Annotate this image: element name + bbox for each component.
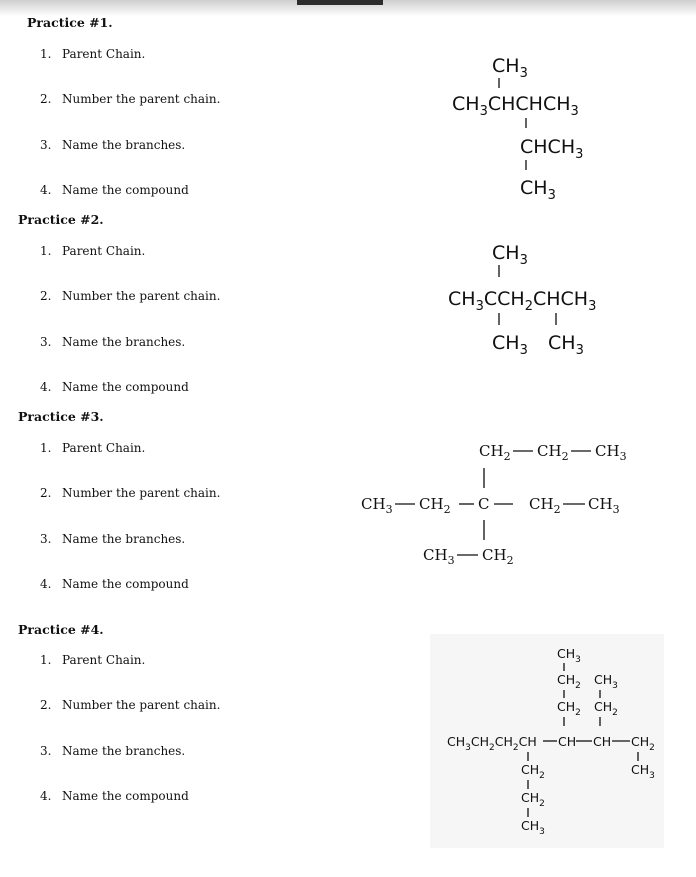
step-number: 3. (40, 138, 52, 152)
practice-1-step-1 (40, 47, 145, 61)
chem-group: $CH_2$ (537, 442, 569, 463)
step-label: Name the compound (62, 789, 189, 803)
practice-1-step-4 (40, 183, 189, 197)
chem-group: $CH_3$ (492, 242, 528, 268)
step-number: 1. (40, 653, 52, 667)
step-label: Name the branches. (62, 532, 186, 546)
chem-group: $CH_2$ (479, 442, 511, 463)
step-label: Name the branches. (62, 744, 186, 758)
practice-3-step-2 (40, 486, 220, 500)
chem-group: $CH_3$ (548, 332, 584, 358)
practice-1-structure (440, 48, 610, 208)
chem-main-chain: $CH_3CCH_2CHCH_3$ (448, 288, 597, 314)
practice-3-step-4 (40, 577, 189, 591)
step-number: 4. (40, 577, 52, 591)
step-number: 2. (40, 698, 52, 712)
step-label: Name the compound (62, 577, 189, 591)
chem-group: $CH_2$ (529, 495, 561, 516)
step-label: Parent Chain. (62, 244, 146, 258)
step-number: 4. (40, 380, 52, 394)
step-label: Parent Chain. (62, 653, 146, 667)
step-number: 3. (40, 744, 52, 758)
step-number: 3. (40, 335, 52, 349)
top-tab-bar (297, 0, 383, 5)
chem-group: $CH_3$ (492, 332, 528, 358)
practice-2-heading: Practice #2. (18, 212, 104, 227)
chem-group: $CH_2$ (557, 672, 581, 691)
chem-group: $CH_3$ (492, 55, 528, 81)
practice-4-step-1 (40, 653, 145, 667)
chem-group: $CH_2$ (521, 790, 545, 809)
practice-4-structure (440, 640, 670, 845)
chem-group: $CHCH_3$ (520, 136, 584, 162)
chem-group: $CH_3$ (423, 546, 455, 567)
step-number: 2. (40, 289, 52, 303)
chem-group: $CH_2$ (521, 762, 545, 781)
practice-1-heading: Practice #1. (27, 15, 113, 30)
step-number: 4. (40, 789, 52, 803)
chem-group: $CH_2$ (557, 699, 581, 718)
practice-2-step-1 (40, 244, 145, 258)
practice-4-step-4 (40, 789, 189, 803)
step-label: Parent Chain. (62, 441, 146, 455)
practice-2-step-4 (40, 380, 189, 394)
step-number: 1. (40, 441, 52, 455)
practice-2-step-2 (40, 289, 220, 303)
chem-main-chain: $CH_3CHCHCH_3$ (452, 93, 579, 119)
practice-3-step-1 (40, 441, 145, 455)
step-number: 1. (40, 47, 52, 61)
step-label: Number the parent chain. (62, 289, 221, 303)
practice-1-step-3 (40, 138, 185, 152)
practice-4-step-2 (40, 698, 220, 712)
chem-group: CH (558, 734, 577, 749)
practice-3-step-3 (40, 532, 185, 546)
chem-group: $CH_2$ (482, 546, 514, 567)
chem-group: $CH_3$ (520, 177, 556, 203)
chem-group: CH (593, 734, 612, 749)
chem-group: $CH_3$ (361, 495, 393, 516)
practice-2-step-3 (40, 335, 185, 349)
chem-group: $CH_2$ (631, 734, 655, 753)
chem-main-chain: $CH_3CH_2CH_2CH$ (447, 734, 537, 753)
step-number: 2. (40, 486, 52, 500)
step-label: Name the compound (62, 183, 189, 197)
chem-group: $CH_3$ (594, 672, 618, 691)
practice-3-heading: Practice #3. (18, 409, 104, 424)
step-number: 1. (40, 244, 52, 258)
practice-3-structure (355, 436, 645, 576)
chem-group: $CH_3$ (595, 442, 627, 463)
chem-group: $CH_3$ (631, 762, 655, 781)
practice-1-step-2 (40, 92, 220, 106)
step-label: Number the parent chain. (62, 486, 221, 500)
step-label: Name the branches. (62, 335, 186, 349)
step-number: 2. (40, 92, 52, 106)
practice-2-structure (440, 237, 640, 367)
step-label: Name the compound (62, 380, 189, 394)
chem-group: $CH_2$ (419, 495, 451, 516)
chem-group: $CH_3$ (588, 495, 620, 516)
step-label: Number the parent chain. (62, 92, 221, 106)
chem-group: $CH_3$ (521, 818, 545, 837)
chem-group: $CH_2$ (594, 699, 618, 718)
practice-4-step-3 (40, 744, 185, 758)
step-label: Parent Chain. (62, 47, 146, 61)
practice-4-heading: Practice #4. (18, 622, 104, 637)
step-number: 3. (40, 532, 52, 546)
step-label: Name the branches. (62, 138, 186, 152)
step-label: Number the parent chain. (62, 698, 221, 712)
chem-central-carbon: C (478, 495, 490, 513)
chem-group: $CH_3$ (557, 646, 581, 665)
step-number: 4. (40, 183, 52, 197)
